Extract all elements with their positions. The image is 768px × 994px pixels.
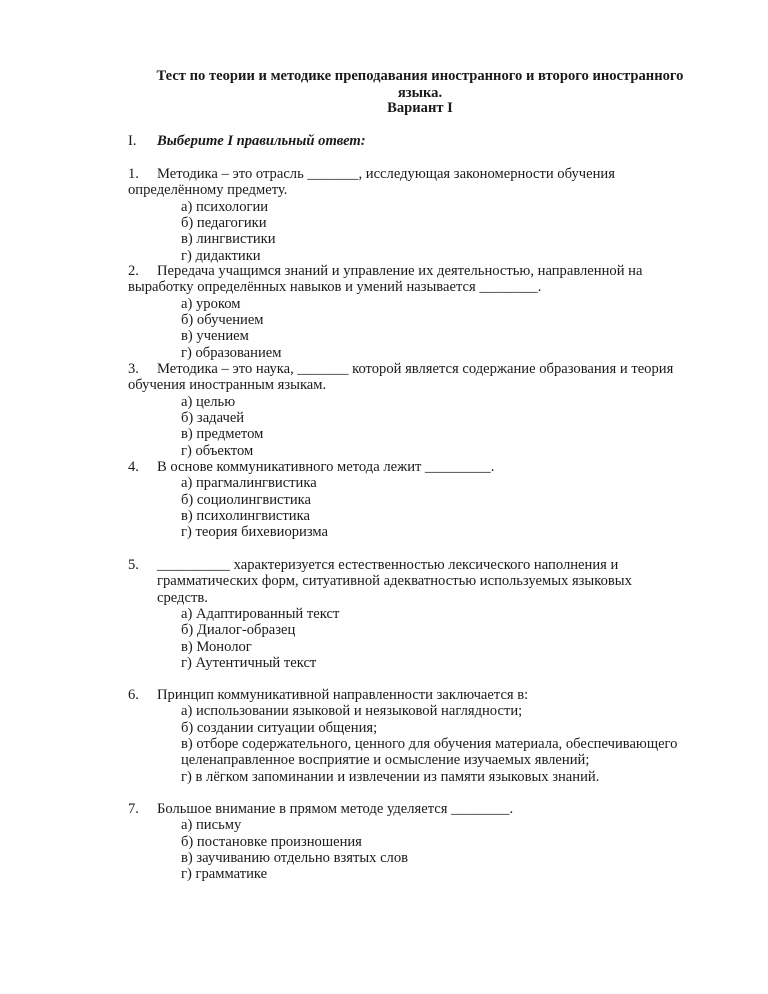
question-number: 7. (128, 801, 139, 817)
answer-option: б) обучением (181, 311, 264, 328)
question-text: выработку определённых навыков и умений называется ________. (128, 279, 542, 296)
answer-option: б) постановке произношения (181, 833, 362, 850)
question-text: __________ характеризуется естественностью лексического наполнения и (157, 557, 619, 573)
question-number: 3. (128, 361, 139, 377)
answer-option: г) образованием (181, 344, 282, 361)
answer-option: а) Адаптированный текст (181, 605, 340, 622)
answer-option: б) задачей (181, 409, 245, 426)
answer-option: в) отборе содержательного, ценного для обучения материала, обеспечивающего целенаправленное восприятие и осмысление изучаемых явлений; (181, 735, 678, 768)
section-number: I. (128, 133, 137, 149)
answer-option: в) предметом (181, 426, 264, 443)
question-text: средств. (157, 589, 208, 606)
answer-option: б) Диалог-образец (181, 622, 296, 639)
answer-option: б) педагогики (181, 214, 267, 231)
answer-option: а) прагмалингвистика (181, 475, 317, 492)
answer-option: а) использовании языковой и неязыковой наглядности; (181, 703, 523, 720)
variant-heading: Вариант I (387, 100, 453, 116)
answer-option: в) лингвистики (181, 231, 276, 248)
section-instruction: Выберите I правильный ответ: (157, 133, 366, 149)
answer-option: в) Монолог (181, 638, 252, 655)
answer-option: б) социолингвистика (181, 491, 312, 508)
answer-option: а) психологии (181, 198, 269, 215)
document-title: Тест по теории и методике преподавания иностранного и второго иностранного (156, 68, 684, 84)
question-text: Методика – это отрасль _______, исследующая закономерности обучения (157, 166, 615, 182)
answer-option: в) заучиванию отдельно взятых слов (181, 849, 409, 866)
question-text: обучения иностранным языкам. (128, 377, 327, 394)
answer-option: в) психолингвистика (181, 507, 310, 524)
answer-option: г) дидактики (181, 247, 261, 264)
question-text: Большое внимание в прямом методе уделяется ________. (157, 801, 514, 817)
question-number: 6. (128, 687, 139, 703)
answer-option: г) грамматике (181, 866, 268, 883)
answer-option: г) теория бихевиоризма (181, 524, 329, 541)
answer-option: а) уроком (181, 295, 241, 312)
answer-option: а) письму (181, 817, 242, 834)
question-number: 1. (128, 166, 139, 182)
question-text: определённому предмету. (128, 182, 288, 199)
answer-option: г) Аутентичный текст (181, 654, 317, 671)
answer-option: б) создании ситуации общения; (181, 719, 378, 736)
answer-option: в) учением (181, 328, 249, 345)
question-number: 5. (128, 557, 139, 573)
document-title-continued: языка. (397, 85, 443, 101)
answer-option: г) в лёгком запоминании и извлечении из памяти языковых знаний. (181, 768, 600, 785)
question-text: Методика – это наука, _______ которой является содержание образования и теория (157, 361, 674, 377)
question-text: Передача учащимся знаний и управление их деятельностью, направленной на (157, 263, 643, 279)
question-number: 2. (128, 263, 139, 279)
question-number: 4. (128, 459, 139, 475)
question-text: В основе коммуникативного метода лежит _________. (157, 459, 495, 475)
question-text: грамматических форм, ситуативной адекватностью используемых языковых (157, 573, 632, 590)
answer-option: г) объектом (181, 442, 254, 459)
answer-option: а) целью (181, 393, 236, 410)
question-text: Принцип коммуникативной направленности заключается в: (157, 687, 529, 703)
